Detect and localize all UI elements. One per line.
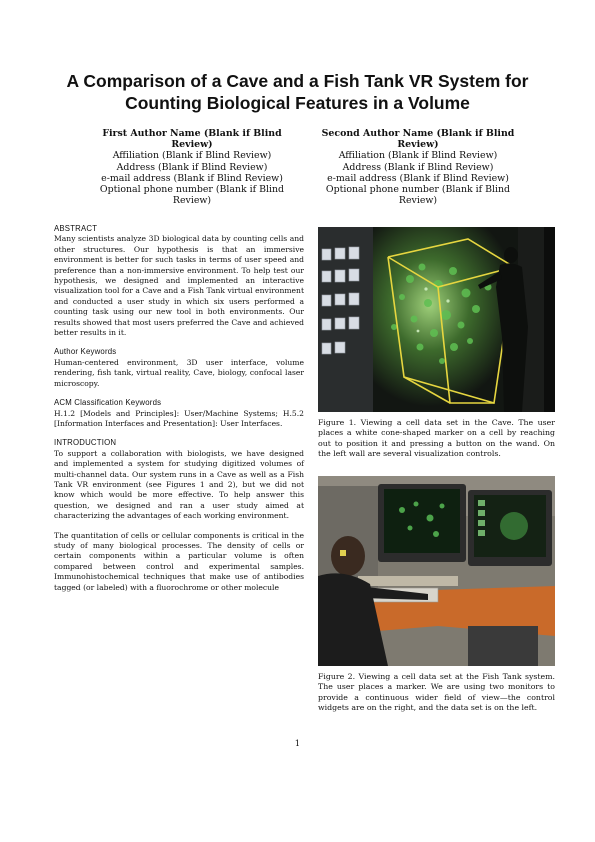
author-email: e-mail address (Blank if Blind Review) [101, 172, 283, 184]
page-number: 1 [294, 739, 301, 749]
introduction-paragraph-2: The quantitation of cells or cellular components is critical in the study of many biological processes. The density of cells or certain components within a particular volume is often compared between control and experimental samples. Immunohistochemical techniques that make use of antibodies tagged (or labeled) with a fluorochrome or other molecule [54, 530, 304, 592]
author-name: First Author Name (Blank if Blind Review) [102, 128, 282, 151]
keywords-text: Human-centered environment, 3D user interface, volume rendering, fish tank, virtual reality, Cave, biology, confocal laser microscopy. [54, 357, 304, 388]
introduction-heading: INTRODUCTION [54, 438, 117, 448]
abstract-text: Many scientists analyze 3D biological data by counting cells and other structures. Our hypothesis is that an immersive environment is better for such tasks in terms of user speed and preference than a non-immersive environment. To help test our hypothesis, we designed and implemented an interactive visualization tool for a Cave and a Fish Tank virtual environment and conducted a user study in which six users performed a counting task using our new tool in both environments. Our results showed that most users preferred the Cave and achieved better results in it. [54, 234, 304, 338]
author-phone: Optional phone number (Blank if Blind Review) [325, 184, 511, 207]
author-address: Address (Blank if Blind Review) [116, 161, 268, 173]
left-column [54, 224, 304, 593]
abstract-heading: ABSTRACT [54, 224, 98, 233]
keywords-heading: Author Keywords [54, 347, 117, 357]
acm-heading: ACM Classification Keywords [54, 398, 162, 408]
author-block-1 [92, 128, 292, 206]
title-line-2: Counting Biological Features in a Volume [125, 93, 470, 113]
figure-2-fish-tank-photo [318, 476, 555, 666]
figure-2-caption: Figure 2. Viewing a cell data set at the Fish Tank system. The user places a marker. We are using two monitors to provide a continuous wider field of view—the control widgets are on the right, and the data set is on the left. [318, 672, 555, 713]
figure-1-cave-photo [318, 227, 555, 412]
author-block-2 [318, 128, 518, 206]
introduction-paragraph-1: To support a collaboration with biologists, we have designed and implemented a system for studying digitized volumes of multi-channel data. Our system runs in a Cave as well as a Fish Tank VR environment (see Figures 1 and 2), but we did not know which would be more effective. To help answer this question, we designed and ran a user study aimed at characterizing the advantages of each working environment. [54, 448, 304, 521]
author-phone: Optional phone number (Blank if Blind Review) [99, 184, 285, 207]
author-email: e-mail address (Blank if Blind Review) [327, 172, 509, 184]
acm-text: H.1.2 [Models and Principles]: User/Machine Systems; H.5.2 [Information Interfaces and Presentation]: User Interfaces. [54, 408, 304, 428]
figure-1-caption: Figure 1. Viewing a cell data set in the Cave. The user places a white cone-shaped marker on a cell by reaching out to position it and pressing a button on the wand. On the left wall are several visualization controls. [318, 418, 555, 459]
author-name: Second Author Name (Blank if Blind Review) [321, 128, 515, 151]
author-affiliation: Affiliation (Blank if Blind Review) [338, 150, 498, 162]
title-line-1: A Comparison of a Cave and a Fish Tank VR System for [66, 71, 529, 91]
paper-title [40, 70, 555, 114]
author-address: Address (Blank if Blind Review) [342, 161, 494, 173]
author-affiliation: Affiliation (Blank if Blind Review) [112, 150, 272, 162]
